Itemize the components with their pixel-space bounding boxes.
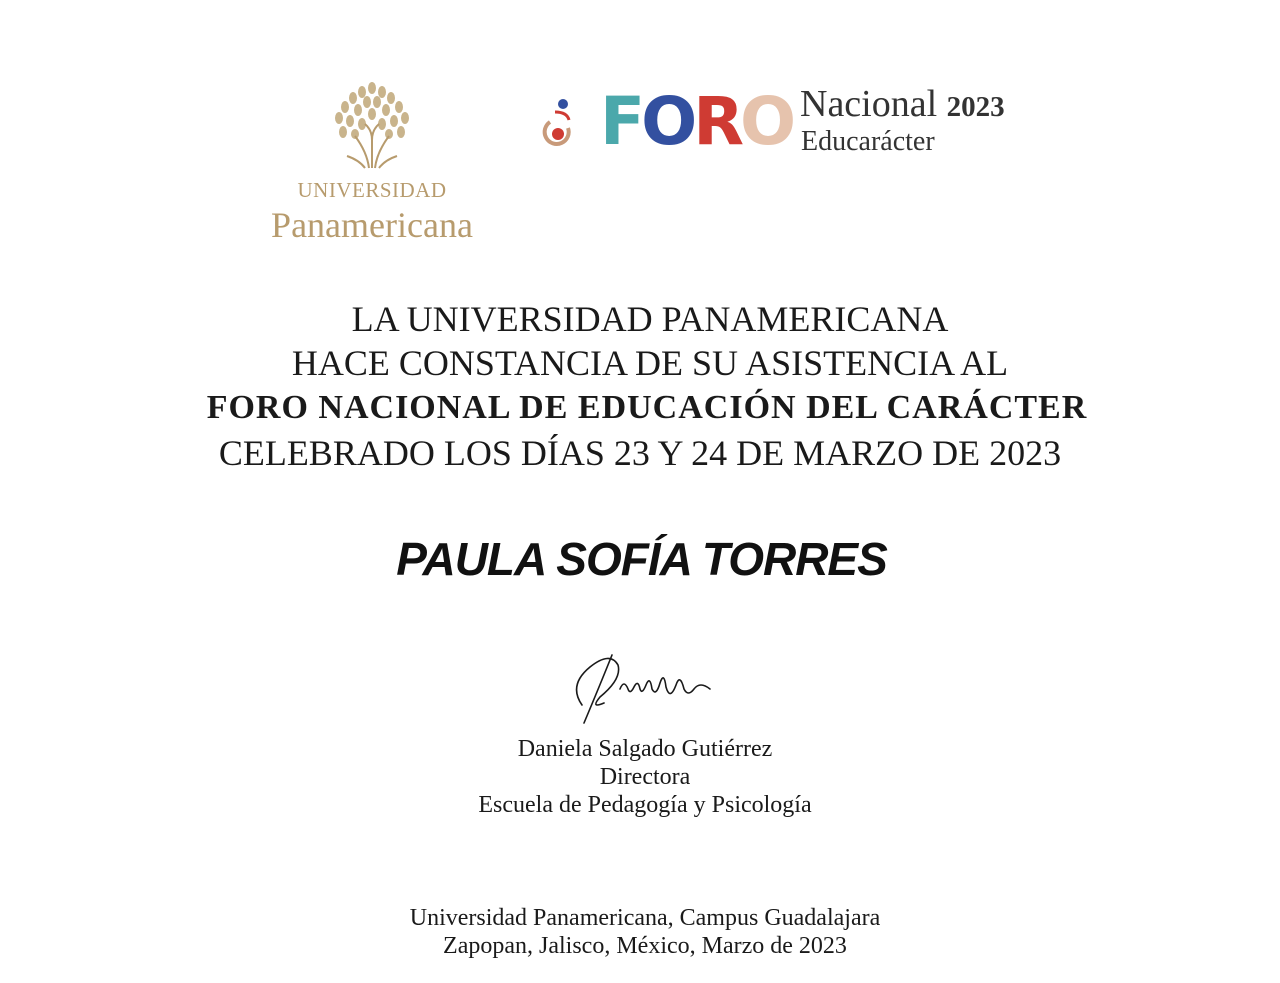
- foro-emblem-icon: [541, 98, 577, 152]
- statement-line-1: LA UNIVERSIDAD PANAMERICANA: [351, 299, 949, 339]
- university-name-line1: UNIVERSIDAD: [297, 178, 447, 202]
- statement-line-2: HACE CONSTANCIA DE SU ASISTENCIA AL: [291, 343, 1009, 383]
- tree-icon: [329, 80, 415, 170]
- signature-image: [560, 645, 720, 725]
- statement-line-3: FORO NACIONAL DE EDUCACIÓN DEL CARÁCTER: [206, 389, 1088, 426]
- statement-line-4: CELEBRADO LOS DÍAS 23 Y 24 DE MARZO DE 2023: [218, 433, 1062, 473]
- university-logo: [262, 80, 482, 250]
- footer-location-date: Zapopan, Jalisco, México, Marzo de 2023: [443, 933, 847, 959]
- signatory-title: Directora: [599, 764, 691, 790]
- foro-subtitle: Educarácter: [801, 126, 935, 157]
- foro-letter-o2: O: [740, 83, 793, 160]
- foro-nacional-text: Nacional: [800, 83, 938, 125]
- signatory-department: Escuela de Pedagogía y Psicología: [478, 792, 812, 818]
- foro-logo-word: [600, 82, 792, 162]
- attendee-name: PAULA SOFÍA TORRES: [396, 533, 887, 585]
- footer-campus: Universidad Panamericana, Campus Guadalajara: [409, 905, 881, 931]
- university-name-line2: Panamericana: [271, 205, 473, 245]
- foro-year: 2023: [946, 91, 1005, 123]
- foro-letter-r: R: [693, 83, 741, 160]
- foro-letter-o1: O: [641, 83, 694, 160]
- signatory-name: Daniela Salgado Gutiérrez: [517, 736, 773, 762]
- foro-nacional-label: [800, 84, 1005, 127]
- foro-letter-f: F: [600, 83, 642, 160]
